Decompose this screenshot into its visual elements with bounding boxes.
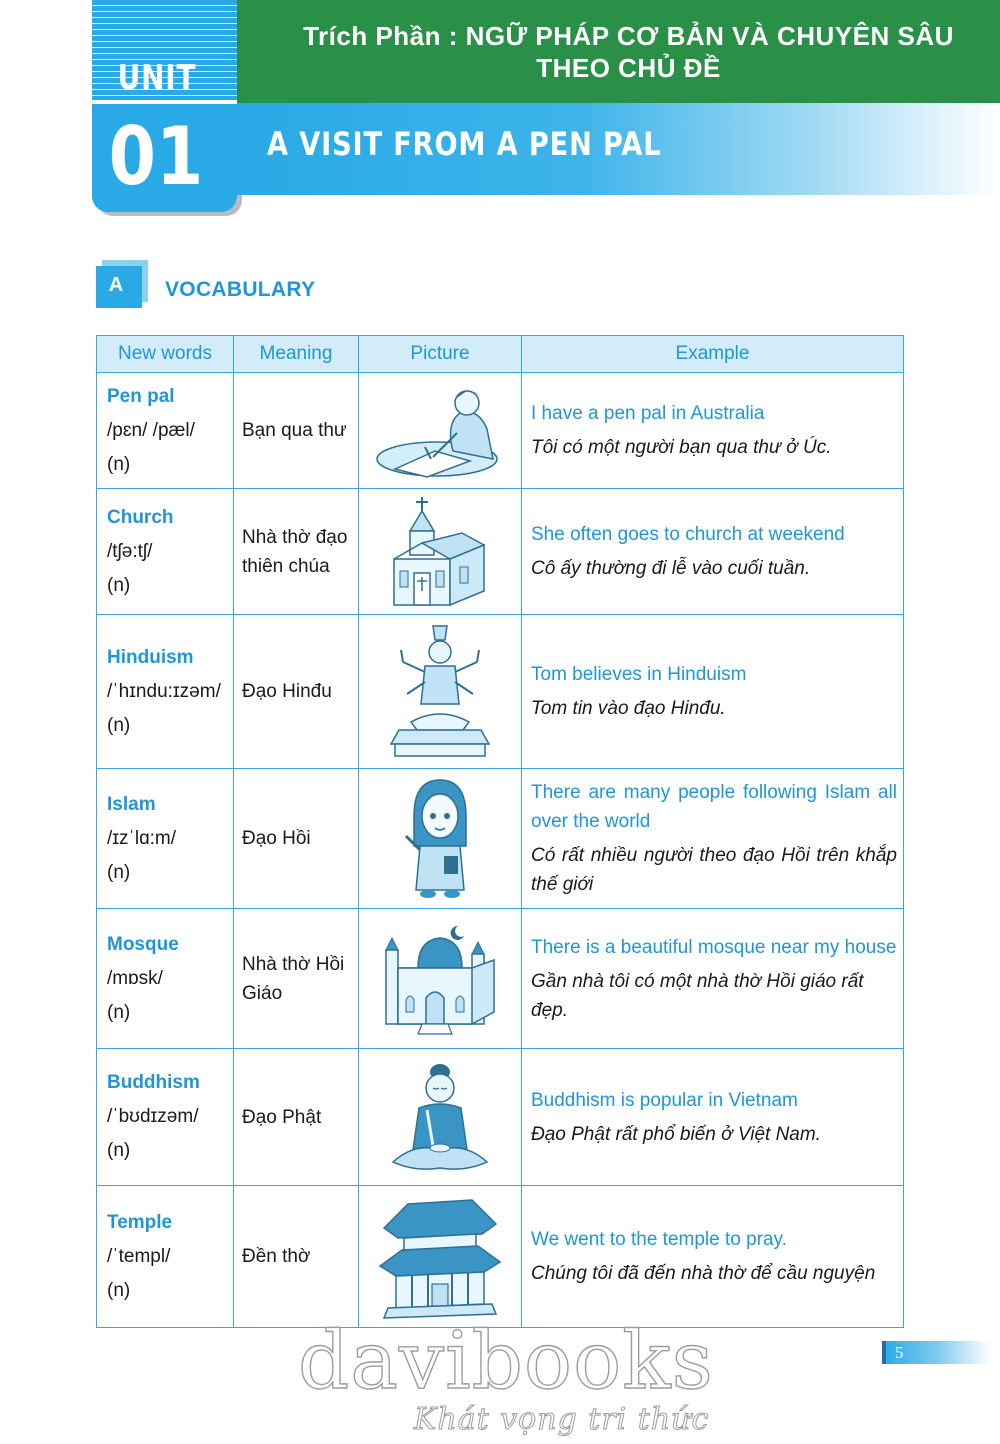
lesson-title: A VISIT FROM A PEN PAL xyxy=(267,125,662,163)
word-cell xyxy=(97,769,234,909)
buddha-illustration xyxy=(385,1058,495,1176)
word-cell xyxy=(97,373,234,489)
picture-cell xyxy=(359,373,522,489)
meaning-cell: Nhà thờ Hồi Giáo xyxy=(234,909,359,1049)
word-term: Hinduism xyxy=(107,646,194,668)
meaning-cell: Nhà thờ đạo thiên chúa xyxy=(234,489,359,615)
example-english: There is a beautiful mosque near my house xyxy=(531,936,897,958)
header-new-words: New words xyxy=(97,336,234,373)
example-cell xyxy=(522,769,904,909)
word-ipa: /ˈbʊdɪzəm/ xyxy=(107,1106,199,1127)
mosque-illustration xyxy=(378,920,502,1038)
picture-cell xyxy=(359,909,522,1049)
brand-tagline: Khát vọng tri thức xyxy=(414,1402,710,1437)
table-row xyxy=(97,615,904,769)
example-vietnamese: Đạo Phật rất phổ biến ở Việt Nam. xyxy=(531,1123,821,1145)
page-number: 5 xyxy=(895,1343,904,1362)
meaning-cell: Đạo Hồi xyxy=(234,769,359,909)
unit-divider xyxy=(92,100,237,104)
example-english: She often goes to church at weekend xyxy=(531,524,845,545)
pen-pal-illustration xyxy=(375,381,505,481)
header-picture: Picture xyxy=(359,336,522,373)
word-pos: (n) xyxy=(107,1001,131,1023)
page-tab-bar xyxy=(882,1341,886,1364)
word-ipa: /ɪzˈlɑ:m/ xyxy=(107,827,177,849)
header-example: Example xyxy=(522,336,904,373)
example-cell xyxy=(522,615,904,769)
picture-cell xyxy=(359,1049,522,1186)
picture-cell xyxy=(359,615,522,769)
word-cell xyxy=(97,489,234,615)
unit-badge xyxy=(92,0,237,212)
word-term: Buddhism xyxy=(107,1072,200,1093)
hindu-deity-illustration xyxy=(385,622,495,762)
word-pos: (n) xyxy=(107,714,131,736)
example-english: We went to the temple to pray. xyxy=(531,1229,787,1250)
example-cell xyxy=(522,373,904,489)
word-pos: (n) xyxy=(107,861,131,883)
section-title: VOCABULARY xyxy=(165,278,316,301)
example-vietnamese: Tom tin vào đạo Hinđu. xyxy=(531,698,726,719)
table-row xyxy=(97,489,904,615)
table-row xyxy=(97,769,904,909)
word-ipa: /pɛn/ /pæl/ xyxy=(107,419,195,441)
picture-cell xyxy=(359,489,522,615)
word-term: Pen pal xyxy=(107,385,175,407)
excerpt-line-1: Trích Phần : NGỮ PHÁP CƠ BẢN VÀ CHUYÊN SÂU xyxy=(303,20,954,51)
word-ipa: /ˈhɪndu:ɪzəm/ xyxy=(107,680,221,702)
word-cell xyxy=(97,615,234,769)
meaning-cell: Đạo Phật xyxy=(234,1049,359,1186)
example-vietnamese: Có rất nhiều người theo đạo Hồi trên khắp thế giới xyxy=(531,845,897,895)
word-term: Temple xyxy=(107,1211,173,1233)
temple-illustration xyxy=(378,1194,502,1320)
excerpt-line-2: THEO CHỦ ĐỀ xyxy=(536,52,721,83)
word-ipa: /mɒsk/ xyxy=(107,967,163,989)
lesson-title-banner xyxy=(237,103,1000,195)
brand-watermark: davibooks xyxy=(298,1314,714,1407)
header-meaning: Meaning xyxy=(234,336,359,373)
table-row xyxy=(97,373,904,489)
word-term: Islam xyxy=(107,793,156,815)
word-pos: (n) xyxy=(107,453,131,475)
example-cell xyxy=(522,489,904,615)
muslim-girl-illustration xyxy=(400,776,480,902)
meaning-cell: Đền thờ xyxy=(234,1186,359,1328)
example-english: Buddhism is popular in Vietnam xyxy=(531,1089,798,1111)
word-pos: (n) xyxy=(107,1140,131,1161)
word-pos: (n) xyxy=(107,1279,131,1301)
example-vietnamese: Gần nhà tôi có một nhà thờ Hồi giáo rất đẹp. xyxy=(531,970,864,1021)
word-cell xyxy=(97,1186,234,1328)
example-vietnamese: Tôi có một người bạn qua thư ở Úc. xyxy=(531,437,832,458)
page-number-tab xyxy=(882,1341,990,1364)
table-row xyxy=(97,1186,904,1328)
word-pos: (n) xyxy=(107,574,131,596)
picture-cell xyxy=(359,1186,522,1328)
church-illustration xyxy=(380,493,500,611)
example-english: I have a pen pal in Australia xyxy=(531,403,765,424)
word-cell xyxy=(97,909,234,1049)
table-row xyxy=(97,909,904,1049)
example-cell xyxy=(522,909,904,1049)
word-ipa: /ˈtempl/ xyxy=(107,1245,171,1267)
section-letter-box xyxy=(96,266,142,308)
example-vietnamese: Chúng tôi đã đến nhà thờ để cầu nguyện xyxy=(531,1263,876,1284)
section-letter: A xyxy=(108,274,124,296)
picture-cell xyxy=(359,769,522,909)
example-english: There are many people following Islam all over the world xyxy=(531,782,897,832)
word-cell xyxy=(97,1049,234,1186)
table-header-row xyxy=(97,336,904,373)
word-term: Church xyxy=(107,506,174,528)
unit-label: UNIT xyxy=(117,58,197,98)
vocabulary-table xyxy=(96,335,904,1328)
meaning-cell: Đạo Hinđu xyxy=(234,615,359,769)
word-ipa: /tʃə:tʃ/ xyxy=(107,540,153,562)
table-row xyxy=(97,1049,904,1186)
meaning-cell: Bạn qua thư xyxy=(234,373,359,489)
unit-number: 01 xyxy=(108,110,204,203)
example-cell xyxy=(522,1049,904,1186)
example-english: Tom believes in Hinduism xyxy=(531,664,747,685)
word-term: Mosque xyxy=(107,933,179,955)
example-cell xyxy=(522,1186,904,1328)
example-vietnamese: Cô ấy thường đi lễ vào cuối tuần. xyxy=(531,558,811,579)
excerpt-banner xyxy=(237,0,1000,103)
